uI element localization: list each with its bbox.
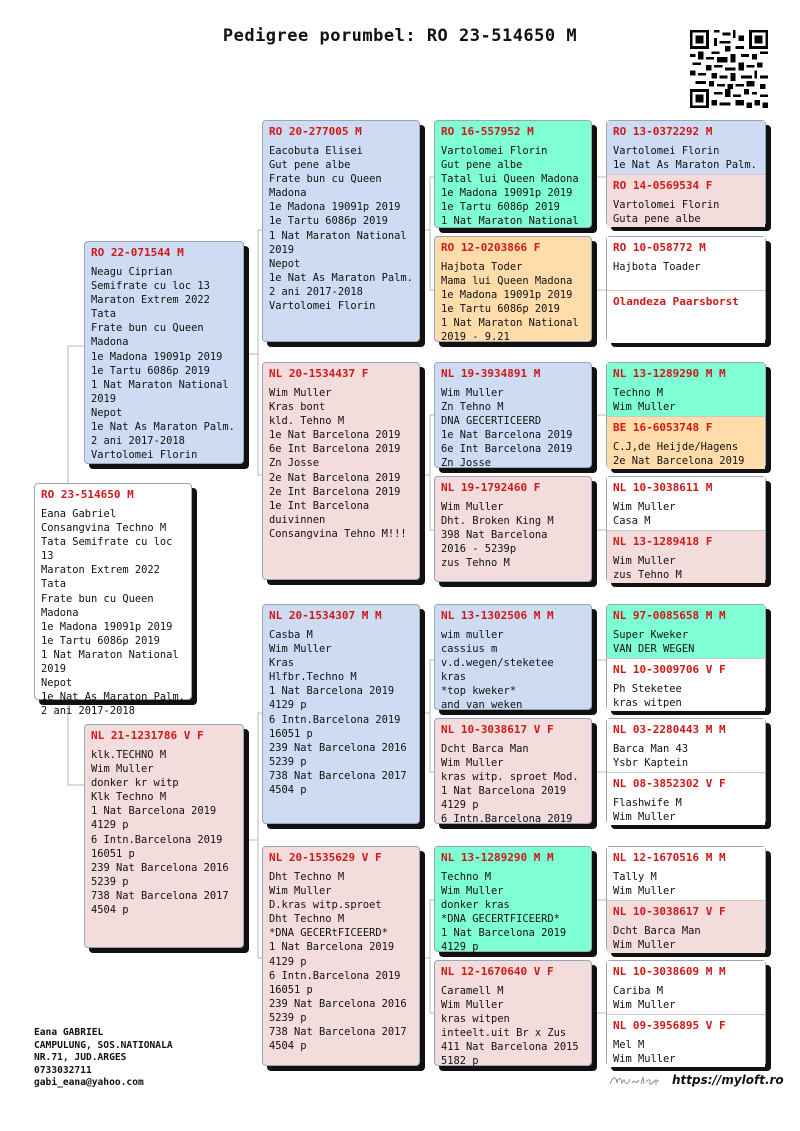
- gg-card-4[interactable]: [434, 476, 592, 582]
- owner-name: Eana GABRIEL: [34, 1027, 104, 1038]
- gg-card-6[interactable]: [434, 718, 592, 824]
- ggg-pair-1: [606, 120, 766, 226]
- ggg-entry-7[interactable]: [607, 477, 765, 530]
- grandsire-maternal-card[interactable]: [262, 604, 420, 824]
- ggg-ring-15: NL 10-3038609 M M: [613, 965, 726, 978]
- ggg-details-6: C.J,de Heijde/Hagens 2e Nat Barcelona 2019: [613, 441, 745, 468]
- granddam-maternal-card[interactable]: [262, 846, 420, 1066]
- ggg-ring-6: BE 16-6053748 F: [613, 421, 713, 434]
- dam-card[interactable]: [84, 724, 244, 948]
- gg-details-7: Techno M Wim Muller donker kras *DNA GECERTFICEERD* 1 Nat Barcelona 2019 4129 p: [441, 871, 567, 954]
- signature-logo-icon: [608, 1074, 662, 1088]
- owner-email: gabi_eana@yahoo.com: [34, 1077, 144, 1089]
- gg-card-5[interactable]: [434, 604, 592, 710]
- gg-ring-6: NL 10-3038617 V F: [441, 723, 554, 736]
- ggg-details-14: Dcht Barca Man Wim Muller: [613, 925, 701, 952]
- granddam-paternal-ring: NL 20-1534437 F: [269, 367, 369, 380]
- ggg-details-8: Wim Muller zus Tehno M: [613, 555, 682, 582]
- ggg-ring-7: NL 10-3038611 M: [613, 481, 713, 494]
- granddam-paternal-card[interactable]: [262, 362, 420, 580]
- gg-details-4: Wim Muller Dht. Broken King M 398 Nat Barcelona 2016 - 5239p zus Tehno M: [441, 501, 554, 570]
- gg-details-6: Dcht Barca Man Wim Muller kras witp. sproet Mod. 1 Nat Barcelona 2019 4129 p 6 Intn.Barcelona 2019: [441, 743, 579, 826]
- owner-address-line2: NR.71, JUD.ARGES: [34, 1052, 127, 1064]
- grandsire-paternal-card[interactable]: [262, 120, 420, 342]
- ggg-entry-15[interactable]: [607, 961, 765, 1014]
- dam-ring: NL 21-1231786 V F: [91, 729, 204, 742]
- ggg-details-10: Ph Steketee kras witpen: [613, 683, 682, 710]
- subject-ring: RO 23-514650 M: [41, 488, 134, 501]
- ggg-details-9: Super Kweker VAN DER WEGEN: [613, 629, 695, 656]
- ggg-ring-3: RO 10-058772 M: [613, 241, 706, 254]
- ggg-entry-11[interactable]: [607, 719, 765, 772]
- gg-ring-1: RO 16-557952 M: [441, 125, 534, 138]
- ggg-entry-5[interactable]: [607, 363, 765, 416]
- subject-details: Eana Gabriel Consangvina Techno M Tata Semifrate cu loc 13 Maraton Extrem 2022 Tata Frate bun cu Queen Madona 1e Madona 19091p 2019 1e Tartu 6086p 2019 1 Nat Maraton National 2019 Nepot 1e Nat As Maraton Palm. 2 ani 2017-2018: [41, 508, 185, 718]
- gg-details-8: Caramell M Wim Muller kras witpen inteelt.uit Br x Zus 411 Nat Barcelona 2015 5182 p: [441, 985, 579, 1068]
- gg-card-1[interactable]: [434, 120, 592, 228]
- ggg-ring-14: NL 10-3038617 V F: [613, 905, 726, 918]
- gg-details-1: Vartolomei Florin Gut pene albe Tatal lui Queen Madona 1e Madona 19091p 2019 1e Tartu 6086p 2019 1 Nat Maraton National: [441, 145, 579, 228]
- owner-phone: 0733032711: [34, 1064, 92, 1076]
- gg-details-5: wim muller cassius m v.d.wegen/steketee kras *top kweker* and van weken: [441, 629, 554, 712]
- granddam-maternal-details: Dht Techno M Wim Muller D.kras witp.sproet Dht Techno M *DNA GECERtFICEERD* 1 Nat Barcelona 2019 4129 p 6 Intn.Barcelona 2019 16051 p 239 Nat Barcelona 2016 5239 p 738 Nat Barcelona 2017 4504 p: [269, 871, 407, 1053]
- gg-card-2[interactable]: [434, 236, 592, 342]
- ggg-pair-7: [606, 846, 766, 952]
- sire-ring: RO 22-071544 M: [91, 246, 184, 259]
- gg-card-3[interactable]: [434, 362, 592, 468]
- grandsire-maternal-ring: NL 20-1534307 M M: [269, 609, 382, 622]
- ggg-ring-11: NL 03-2280443 M M: [613, 723, 726, 736]
- grandsire-maternal-details: Casba M Wim Muller Kras Hlfbr.Techno M 1 Nat Barcelona 2019 4129 p 6 Intn.Barcelona 2019 16051 p 239 Nat Barcelona 2016 5239 p 738 Nat Barcelona 2017 4504 p: [269, 629, 407, 797]
- ggg-entry-12[interactable]: [607, 772, 765, 825]
- ggg-entry-16[interactable]: [607, 1014, 765, 1067]
- ggg-ring-4: Olandeza Paarsborst: [613, 295, 739, 308]
- gg-ring-5: NL 13-1302506 M M: [441, 609, 554, 622]
- ggg-ring-10: NL 10-3009706 V F: [613, 663, 726, 676]
- sire-details: Neagu Ciprian Semifrate cu loc 13 Maraton Extrem 2022 Tata Frate bun cu Queen Madona 1e Madona 19091p 2019 1e Tartu 6086p 2019 1 Nat Maraton National 2019 Nepot 1e Nat As Maraton Palm. 2 ani 2017-2018 Vartolomei Florin: [91, 266, 235, 462]
- ggg-pair-4: [606, 476, 766, 582]
- gg-card-7[interactable]: [434, 846, 592, 952]
- gg-card-8[interactable]: [434, 960, 592, 1066]
- ggg-details-3: Hajbota Toader: [613, 261, 701, 273]
- ggg-pair-8: [606, 960, 766, 1066]
- ggg-entry-6[interactable]: [607, 416, 765, 469]
- ggg-ring-9: NL 97-0085658 M M: [613, 609, 726, 622]
- ggg-details-12: Flashwife M Wim Muller: [613, 797, 682, 824]
- ggg-entry-4[interactable]: [607, 290, 765, 343]
- ggg-details-13: Tally M Wim Muller: [613, 871, 676, 898]
- ggg-ring-16: NL 09-3956895 V F: [613, 1019, 726, 1032]
- ggg-ring-1: RO 13-0372292 M: [613, 125, 713, 138]
- subject-card[interactable]: [34, 483, 192, 718]
- ggg-ring-12: NL 08-3852302 V F: [613, 777, 726, 790]
- gg-ring-8: NL 12-1670640 V F: [441, 965, 554, 978]
- sire-card[interactable]: [84, 241, 244, 464]
- ggg-details-16: Mel M Wim Muller: [613, 1039, 676, 1066]
- page-title: Pedigree porumbel: RO 23-514650 M: [222, 26, 578, 46]
- ggg-entry-14[interactable]: [607, 900, 765, 953]
- granddam-paternal-details: Wim Muller Kras bont kld. Tehno M 1e Nat Barcelona 2019 6e Int Barcelona 2019 Zn Josse 2e Nat Barcelona 2019 2e Int Barcelona 2019 1e Int Barcelona duivinnen Consangvina Tehno M!!!: [269, 387, 407, 540]
- ggg-pair-2: [606, 236, 766, 342]
- grandsire-paternal-details: Eacobuta Elisei Gut pene albe Frate bun cu Queen Madona 1e Madona 19091p 2019 1e Tartu 6086p 2019 1 Nat Maraton National 2019 Nepot 1e Nat As Maraton Palm. 2 ani 2017-2018 Vartolomei Florin: [269, 145, 413, 313]
- ggg-entry-1[interactable]: [607, 121, 765, 174]
- ggg-entry-13[interactable]: [607, 847, 765, 900]
- ggg-entry-8[interactable]: [607, 530, 765, 583]
- gg-ring-3: NL 19-3934891 M: [441, 367, 541, 380]
- ggg-details-5: Techno M Wim Muller: [613, 387, 676, 414]
- ggg-entry-10[interactable]: [607, 658, 765, 711]
- ggg-ring-2: RO 14-0569534 F: [613, 179, 713, 192]
- gg-ring-2: RO 12-0203866 F: [441, 241, 541, 254]
- gg-ring-7: NL 13-1289290 M M: [441, 851, 554, 864]
- ggg-ring-8: NL 13-1289418 F: [613, 535, 713, 548]
- dam-details: klk.TECHNO M Wim Muller donker kr witp Klk Techno M 1 Nat Barcelona 2019 4129 p 6 Intn.Barcelona 2019 16051 p 239 Nat Barcelona 2016 5239 p 738 Nat Barcelona 2017 4504 p: [91, 749, 229, 917]
- gg-details-2: Hajbota Toder Mama lui Queen Madona 1e Madona 19091p 2019 1e Tartu 6086p 2019 1 Nat Maraton National 2019 - 9.21: [441, 261, 579, 344]
- granddam-maternal-ring: NL 20-1535629 V F: [269, 851, 382, 864]
- ggg-details-15: Cariba M Wim Muller: [613, 985, 676, 1012]
- ggg-details-2: Vartolomei Florin Guta pene albe: [613, 199, 720, 226]
- ggg-entry-9[interactable]: [607, 605, 765, 658]
- website-link[interactable]: https://myloft.ro: [672, 1073, 784, 1087]
- grandsire-paternal-ring: RO 20-277005 M: [269, 125, 362, 138]
- ggg-pair-5: [606, 604, 766, 710]
- gg-ring-4: NL 19-1792460 F: [441, 481, 541, 494]
- ggg-details-11: Barca Man 43 Ysbr Kaptein: [613, 743, 689, 770]
- owner-info: [34, 1027, 173, 1090]
- ggg-pair-6: [606, 718, 766, 824]
- ggg-details-1: Vartolomei Florin 1e Nat As Maraton Palm.: [613, 145, 757, 172]
- owner-address-line1: CAMPULUNG, SOS.NATIONALA: [34, 1039, 173, 1051]
- ggg-entry-2[interactable]: [607, 174, 765, 227]
- ggg-ring-5: NL 13-1289290 M M: [613, 367, 726, 380]
- ggg-details-7: Wim Muller Casa M: [613, 501, 676, 528]
- ggg-ring-13: NL 12-1670516 M M: [613, 851, 726, 864]
- gg-details-3: Wim Muller Zn Tehno M DNA GECERTICEERD 1e Nat Barcelona 2019 6e Int Barcelona 2019 Zn Josse: [441, 387, 573, 470]
- ggg-entry-3[interactable]: [607, 237, 765, 290]
- ggg-pair-3: [606, 362, 766, 468]
